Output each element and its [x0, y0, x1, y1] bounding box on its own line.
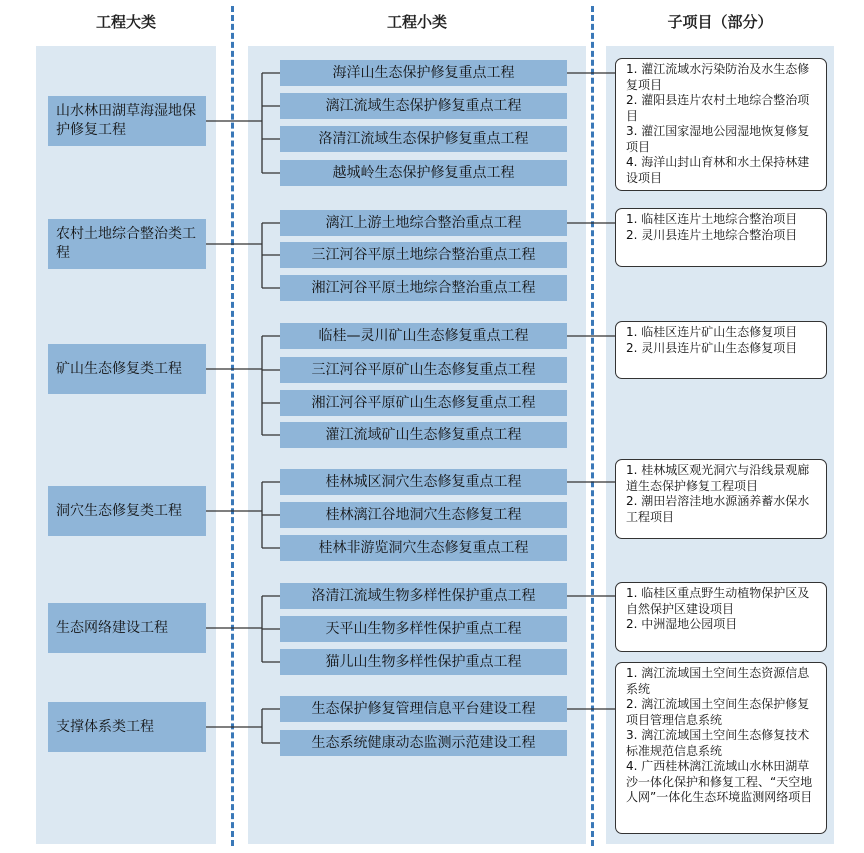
subproject-item: 2. 中洲湿地公园项目	[626, 617, 738, 631]
subcategory-box: 越城岭生态保护修复重点工程	[280, 160, 567, 186]
subproject-item: 1. 漓江流域国土空间生态资源信息系统	[626, 666, 810, 696]
subproject-item: 2. 灵川县连片矿山生态修复项目	[626, 340, 798, 355]
subcategory-box: 漓江上游土地综合整治重点工程	[280, 210, 567, 236]
subcategory-box: 临桂—灵川矿山生态修复重点工程	[280, 323, 567, 349]
subproject-item: 2. 灵川县连片土地综合整治项目	[626, 227, 798, 242]
header-subcategory: 工程小类	[386, 13, 447, 31]
subproject-item: 1. 临桂区连片矿山生态修复项目	[626, 325, 798, 339]
category-box: 生态网络建设工程	[48, 603, 206, 653]
subcategory-box: 桂林漓江谷地洞穴生态修复工程	[280, 502, 567, 528]
connector-line	[206, 336, 615, 435]
subcategory-box: 洛清江流域生态保护修复重点工程	[280, 126, 567, 152]
subcategory-box: 生态系统健康动态监测示范建设工程	[280, 730, 567, 756]
category-box: 矿山生态修复类工程	[48, 344, 206, 394]
subproject-item: 2. 潮田岩溶洼地水源涵养蓄水保水工程项目	[626, 494, 810, 524]
category-box: 支撑体系类工程	[48, 702, 206, 752]
subcategory-box: 灌江流域矿山生态修复重点工程	[280, 422, 567, 448]
connector-line	[206, 73, 615, 173]
subproject-item: 4. 海洋山封山育林和水土保持林建设项目	[626, 155, 810, 185]
subcategory-box: 桂林城区洞穴生态修复重点工程	[280, 469, 567, 495]
subcategory-box: 桂林非游览洞穴生态修复重点工程	[280, 535, 567, 561]
category-box: 洞穴生态修复类工程	[48, 486, 206, 536]
subproject-list	[615, 321, 827, 379]
subcategory-box: 天平山生物多样性保护重点工程	[280, 616, 567, 642]
subproject-list	[615, 662, 827, 834]
subproject-item: 1. 临桂区重点野生动植物保护区及自然保护区建设项目	[626, 586, 810, 616]
subcategory-box: 猫儿山生物多样性保护重点工程	[280, 649, 567, 675]
subcategory-box: 湘江河谷平原土地综合整治重点工程	[280, 275, 567, 301]
header-category: 工程大类	[95, 13, 156, 31]
subproject-item: 1. 桂林城区观光洞穴与沿线景观廊道生态保护修复工程项目	[626, 463, 810, 493]
subproject-item: 2. 灌阳县连片农村土地综合整治项目	[626, 93, 810, 123]
subcategory-box: 漓江流域生态保护修复重点工程	[280, 93, 567, 119]
subproject-item: 4. 广西桂林漓江流域山水林田湖草沙一体化保护和修复工程、“天空地人网”一体化生态环境监测网络项目	[626, 759, 813, 804]
header-subprojects: 子项目（部分）	[667, 13, 773, 31]
subcategory-box: 海洋山生态保护修复重点工程	[280, 60, 567, 86]
subproject-item: 1. 灌江流域水污染防治及水生态修复项目	[626, 62, 810, 92]
subproject-item: 1. 临桂区连片土地综合整治项目	[626, 212, 798, 226]
subcategory-box: 三江河谷平原土地综合整治重点工程	[280, 242, 567, 268]
subproject-item: 2. 漓江流域国土空间生态保护修复项目管理信息系统	[626, 697, 810, 727]
category-box: 农村土地综合整治类工程	[48, 219, 206, 269]
subproject-list	[615, 208, 827, 267]
subcategory-box: 三江河谷平原矿山生态修复重点工程	[280, 357, 567, 383]
category-box: 山水林田湖草海湿地保护修复工程	[48, 96, 206, 146]
subproject-item: 3. 漓江流域国土空间生态修复技术标准规范信息系统	[626, 728, 810, 758]
subproject-list	[615, 58, 827, 191]
subproject-list	[615, 459, 827, 539]
subproject-item: 3. 灌江国家湿地公园湿地恢复修复项目	[626, 124, 810, 154]
subproject-list	[615, 582, 827, 652]
subcategory-box: 湘江河谷平原矿山生态修复重点工程	[280, 390, 567, 416]
subcategory-box: 洛清江流域生物多样性保护重点工程	[280, 583, 567, 609]
subcategory-box: 生态保护修复管理信息平台建设工程	[280, 696, 567, 722]
